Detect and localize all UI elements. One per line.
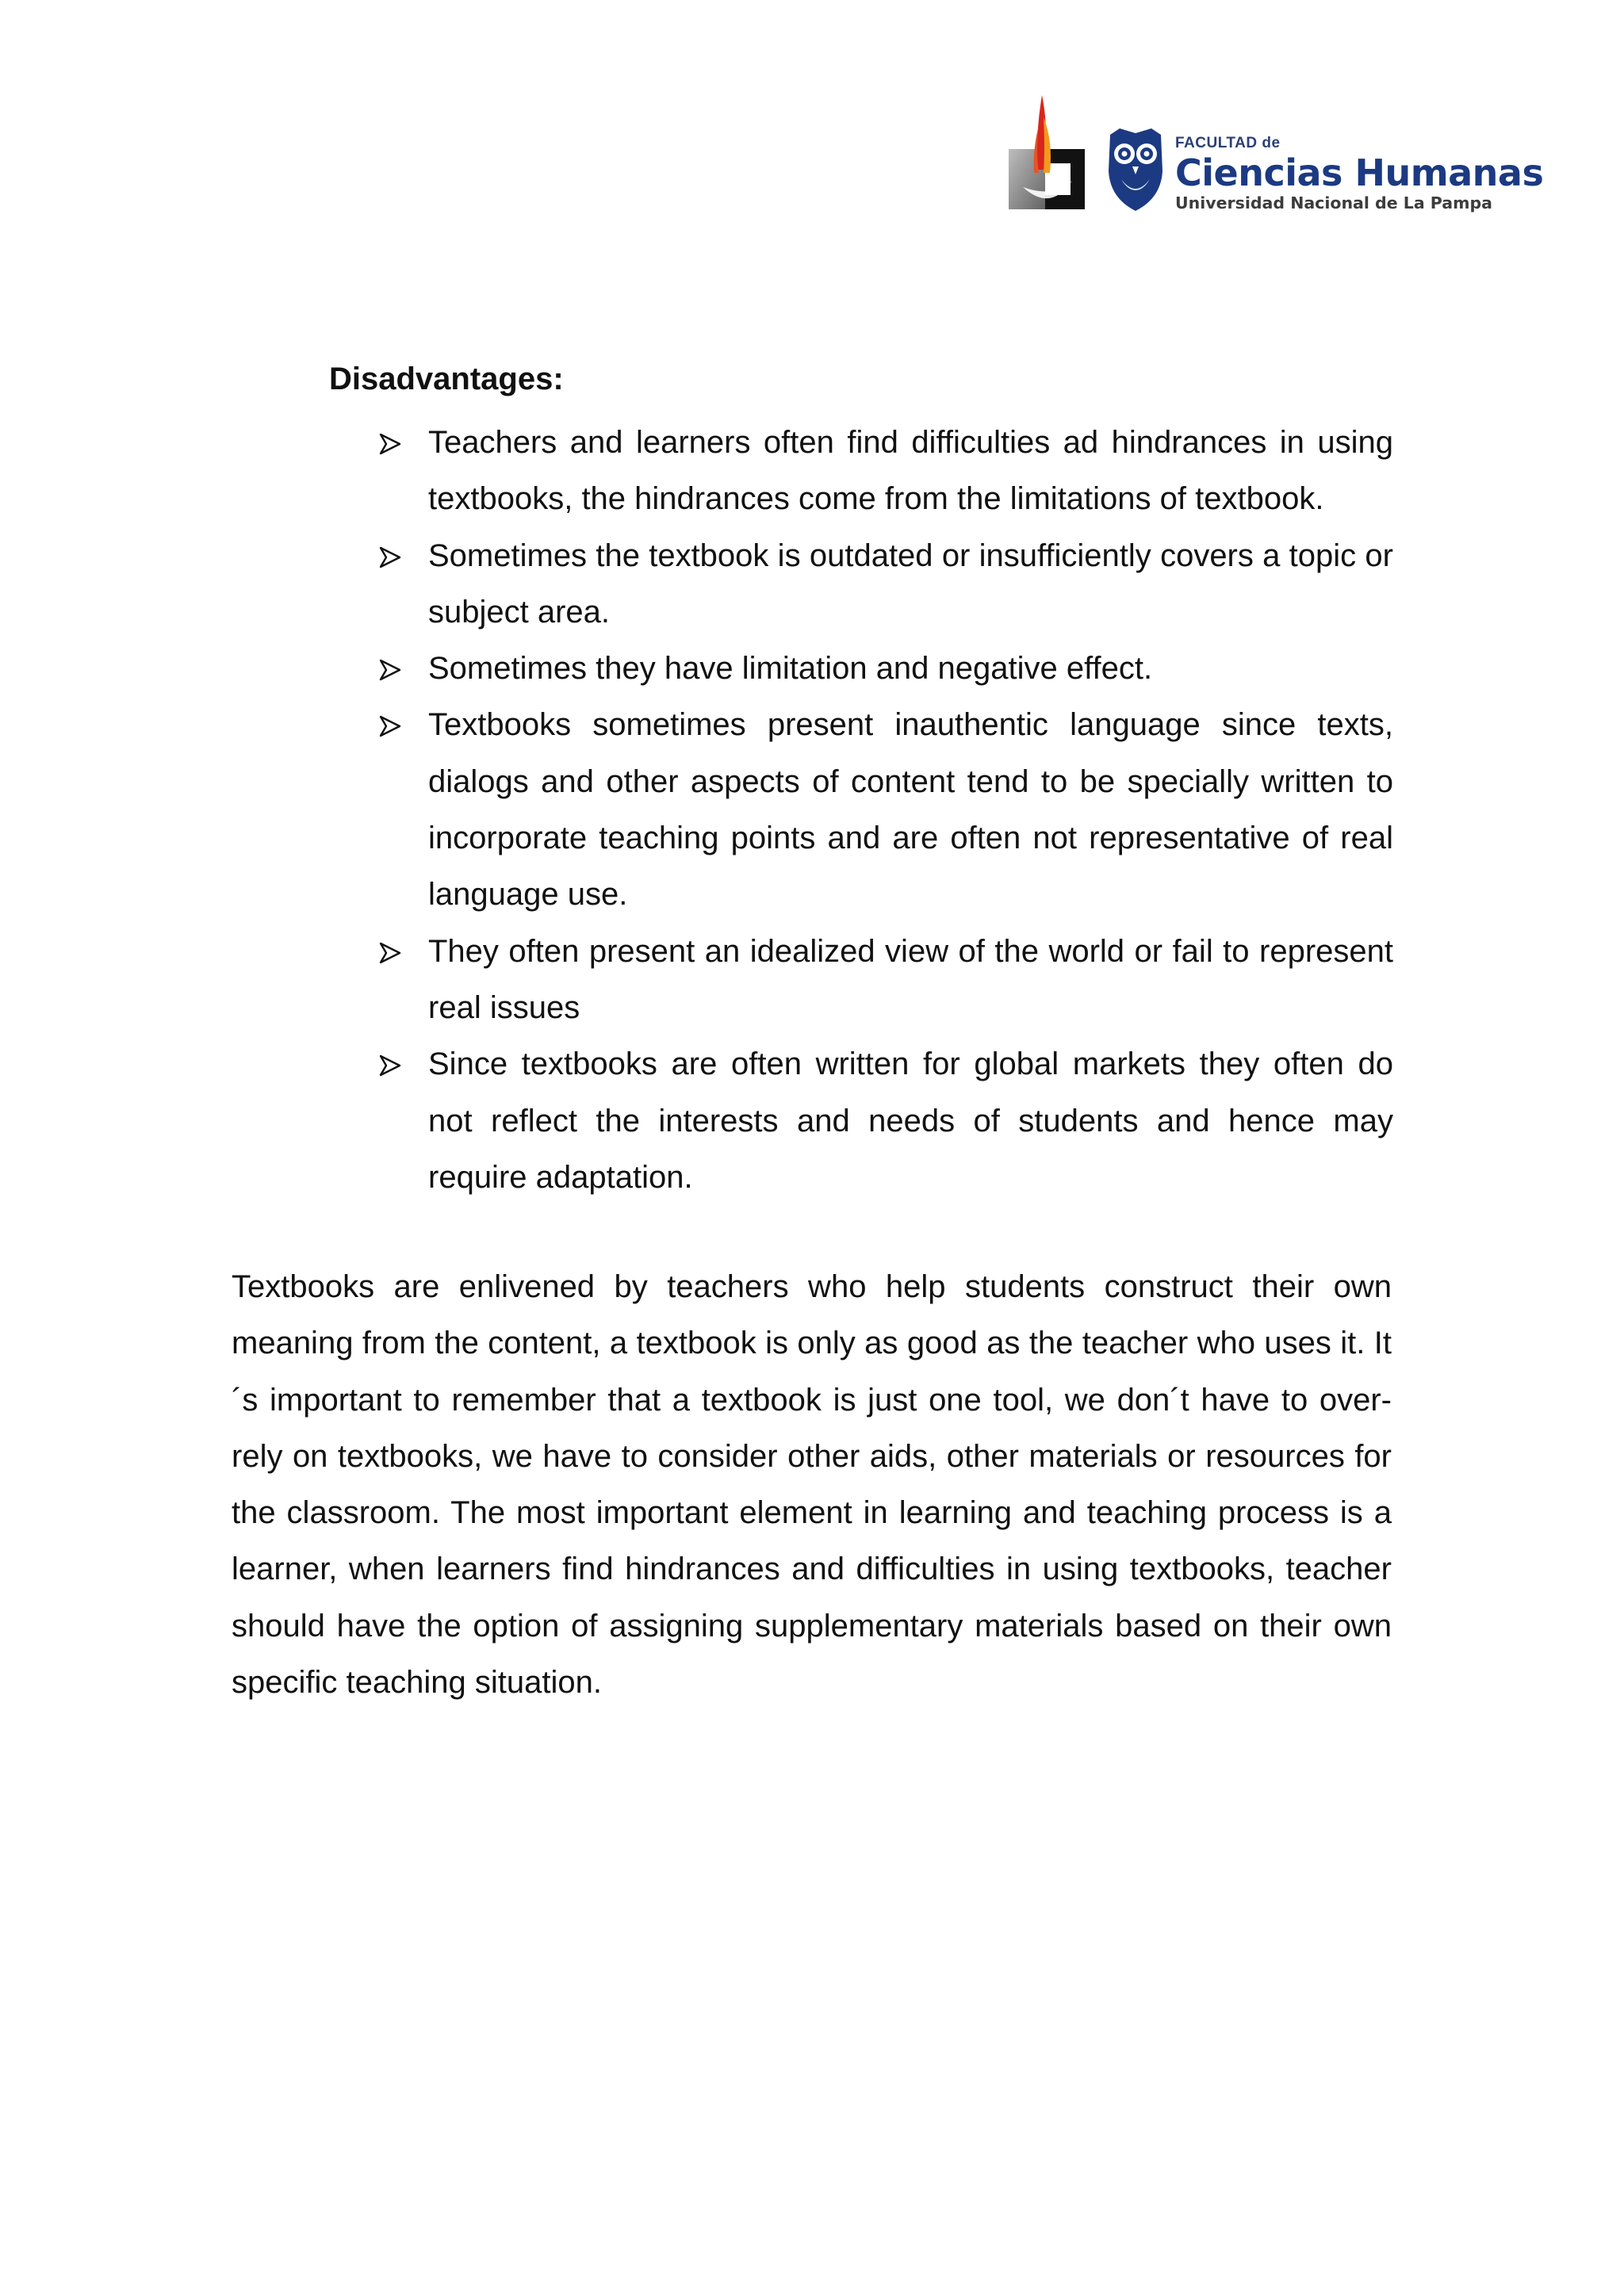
- list-item-text: Sometimes they have limitation and negative effect.: [428, 651, 1153, 687]
- section-heading: Disadvantages:: [329, 362, 564, 396]
- list-item-text: They often present an idealized view of the world or fail to represent real issues: [428, 933, 1393, 1025]
- faculty-logo: [1007, 94, 1544, 220]
- logo-text-block: [1175, 135, 1544, 212]
- logo-university-name: Universidad Nacional de La Pampa: [1175, 193, 1492, 212]
- arrowhead-bullet-icon: [378, 1054, 402, 1077]
- list-item-text: Teachers and learners often find difficulties ad hindrances in using textbooks, the hindrances come from the limitations of textbook.: [428, 425, 1393, 517]
- logo-faculty-name: Ciencias Humanas: [1175, 151, 1544, 194]
- arrowhead-bullet-icon: [378, 714, 402, 738]
- arrowhead-bullet-icon: [378, 658, 402, 682]
- flame-emblem-icon: [1007, 94, 1086, 220]
- list-item: [378, 697, 1393, 923]
- body-paragraph: Textbooks are enlivened by teachers who help students construct their own meaning from the content, a textbook is only as good as the teacher who uses it. It´s important to remember that a textbook is just one tool, we don´t have to over-rely on textbooks, we have to consider other aids, other materials or resources for the classroom. The most important element in learning and teaching process is a learner, when learners find hindrances and difficulties in using textbooks, teacher should have the option of assigning supplementary materials based on their own specific teaching situation.: [232, 1269, 1392, 1701]
- list-item: [378, 641, 1393, 697]
- list-item-text: Textbooks sometimes present inauthentic language since texts, dialogs and other aspects of content tend to be specially written to incorporate teaching points and are often not representative of real language use.: [428, 707, 1393, 913]
- arrowhead-bullet-icon: [378, 941, 402, 965]
- list-item: [378, 1036, 1393, 1206]
- list-item: [378, 924, 1393, 1037]
- list-item: [378, 528, 1393, 641]
- arrowhead-bullet-icon: [378, 432, 402, 456]
- disadvantages-list: [378, 415, 1393, 1206]
- list-item: [378, 415, 1393, 528]
- owl-icon: [1104, 127, 1167, 212]
- list-item-text: Sometimes the textbook is outdated or insufficiently covers a topic or subject area.: [428, 538, 1393, 629]
- arrowhead-bullet-icon: [378, 545, 402, 569]
- list-item-text: Since textbooks are often written for global markets they often do not reflect the interests and needs of students and hence may require adaptation.: [428, 1047, 1393, 1195]
- logo-faculty-label: FACULTAD de: [1175, 135, 1281, 151]
